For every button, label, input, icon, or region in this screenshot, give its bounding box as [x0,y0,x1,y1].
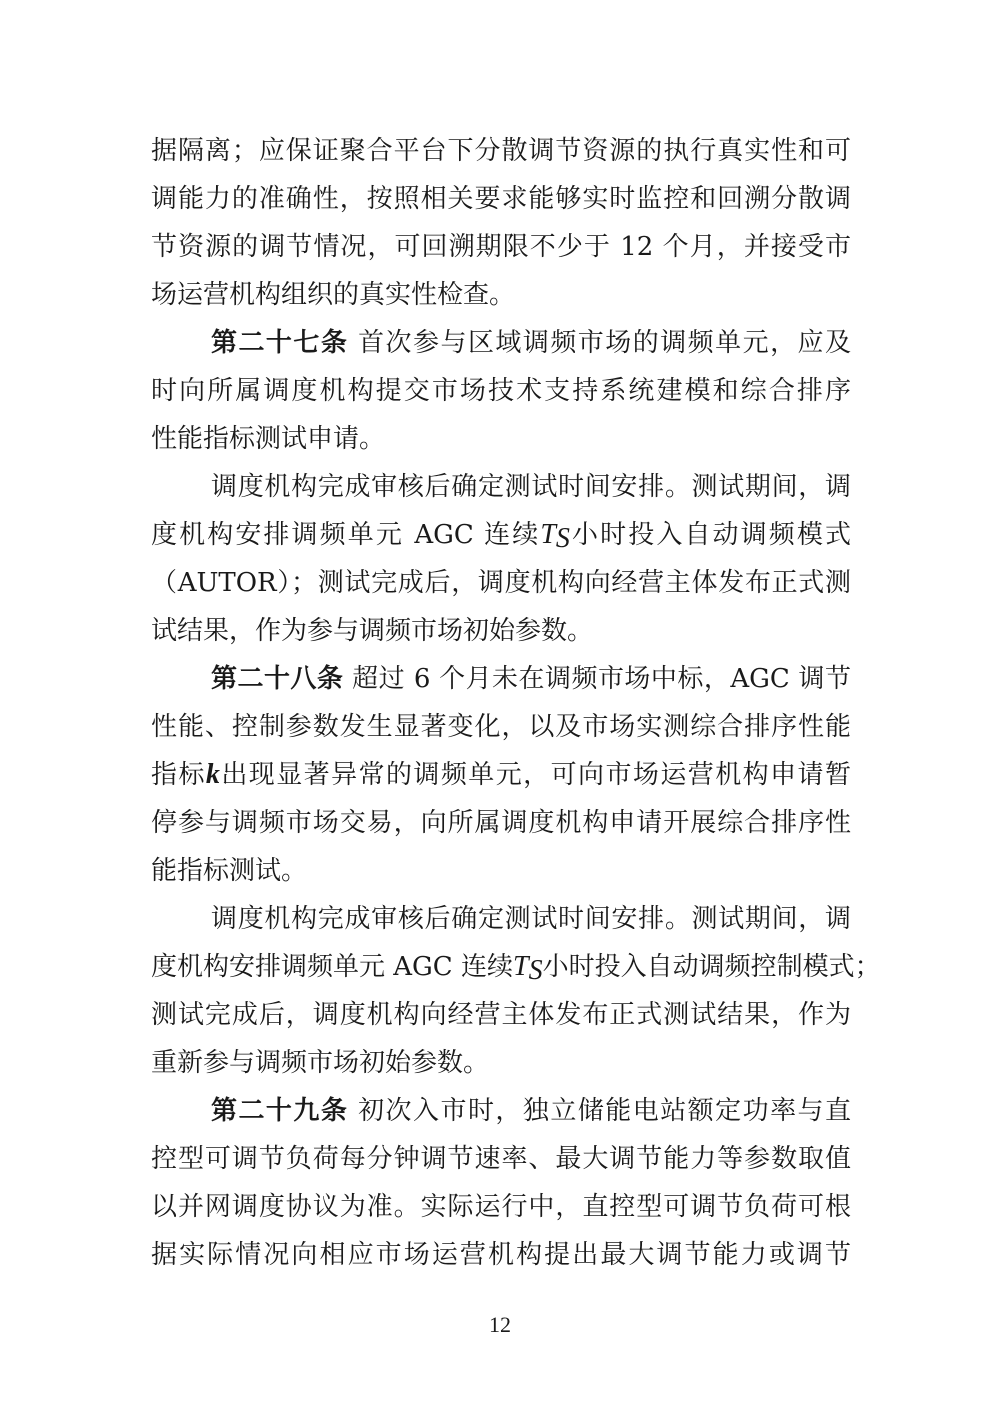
article-28-line [211,655,851,703]
text-line [151,751,851,799]
text-span: 超过 6 个月未在调频市场中标，AGC 调节 [343,664,851,694]
article-heading: 第二十八条 [211,664,344,694]
variable-subscript-S: S [528,955,543,986]
text-line: 重新参与调频市场初始参数。 [151,1048,490,1078]
text-line: 试结果，作为参与调频市场初始参数。 [151,616,594,646]
text-line: 停参与调频市场交易，向所属调度机构申请开展综合排序性 [151,808,851,838]
article-27-line [211,319,851,367]
text-span: 度机构安排调频单元 AGC 连续 [151,520,541,550]
text-line: 调能力的准确性，按照相关要求能够实时监控和回溯分散调 [151,184,851,214]
text-line: 据隔离；应保证聚合平台下分散调节资源的执行真实性和可 [151,136,851,166]
page-number: 12 [489,1312,511,1337]
text-span: 指标 [151,760,206,790]
text-line: 能指标测试。 [151,856,308,886]
variable-k: k [205,759,220,790]
text-line: 测试完成后，调度机构向经营主体发布正式测试结果，作为 [151,1000,851,1030]
article-heading: 第二十七条 [211,328,349,358]
text-span: 初次入市时，独立储能电站额定功率与直 [348,1096,851,1126]
variable-subscript-S: S [555,523,570,554]
text-line: （AUTOR）；测试完成后，调度机构向经营主体发布正式测 [151,568,851,598]
text-span: 小时投入自动调频控制模式； [542,952,881,982]
text-line: 调度机构完成审核后确定测试时间安排。测试期间，调 [211,472,851,502]
text-span: 首次参与区域调频市场的调频单元，应及 [348,328,851,358]
text-line: 调度机构完成审核后确定测试时间安排。测试期间，调 [211,904,851,934]
text-line: 节资源的调节情况，可回溯期限不少于 12 个月，并接受市 [151,232,851,262]
text-line: 控型可调节负荷每分钟调节速率、最大调节能力等参数取值 [151,1144,851,1174]
text-line: 时向所属调度机构提交市场技术支持系统建模和综合排序 [151,376,851,406]
text-span: 度机构安排调频单元 AGC 连续 [151,952,513,982]
text-span: 小时投入自动调频模式 [569,520,851,550]
text-line: 场运营机构组织的真实性检查。 [151,280,516,310]
text-line [151,943,881,991]
article-29-line [211,1087,851,1135]
text-line: 性能指标测试申请。 [151,424,386,454]
text-span: 出现显著异常的调频单元，可向市场运营机构申请暂 [219,760,851,790]
text-line: 据实际情况向相应市场运营机构提出最大调节能力或调节 [151,1240,851,1270]
text-line: 以并网调度协议为准。实际运行中，直控型可调节负荷可根 [151,1192,851,1222]
text-line: 性能、控制参数发生显著变化，以及市场实测综合排序性能 [151,712,851,742]
variable-T: T [512,951,529,982]
variable-T: T [540,519,556,550]
text-line [151,511,851,559]
article-heading: 第二十九条 [211,1096,349,1126]
